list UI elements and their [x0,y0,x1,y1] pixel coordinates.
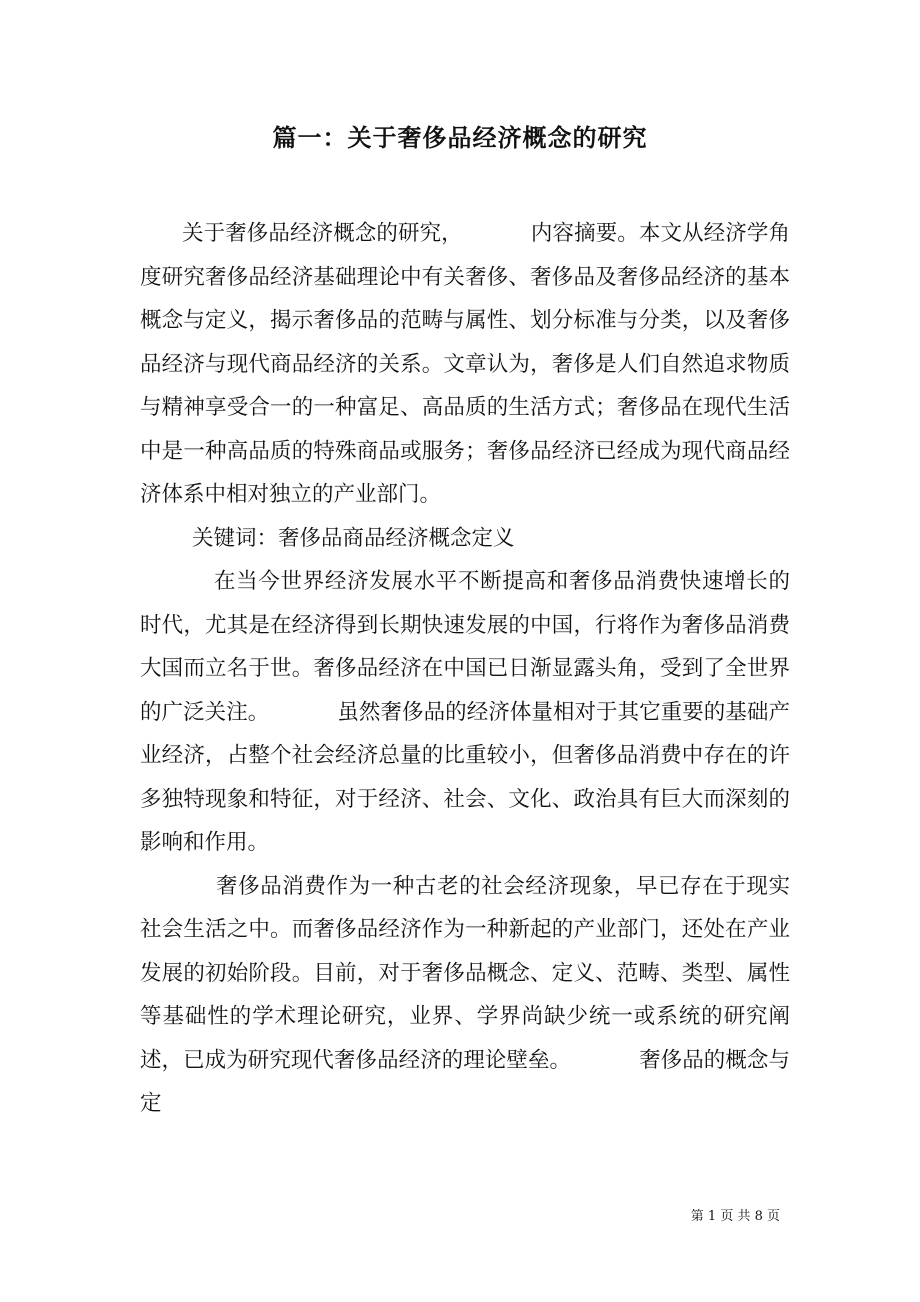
document-body [140,212,790,1126]
paragraph-1-text-a: 在当今世界经济发展水平不断提高和奢侈品消费快速增长的时代，尤其是在经济得到长期快速发展的中国，行将作为奢侈品消费大国而立名于世。奢侈品经济在中国已日渐显露头角，受到了全世界的广泛关注。 [140,569,790,725]
paragraph-1-text-b: 虽然奢侈品的经济体量相对于其它重要的基础产业经济，占整个社会经济总量的比重较小，但奢侈品消费中存在的许多独特现象和特征，对于经济、社会、文化、政治具有巨大而深刻的影响和作用。 [140,699,790,855]
abstract-text: 内容摘要。本文从经济学角度研究奢侈品经济基础理论中有关奢侈、奢侈品及奢侈品经济的基本概念与定义，揭示奢侈品的范畴与属性、划分标准与分类，以及奢侈品经济与现代商品经济的关系。文章认为，奢侈是人们自然追求物质与精神享受合一的一种富足、高品质的生活方式；奢侈品在现代生活中是一种高品质的特殊商品或服务；奢侈品经济已经成为现代商品经济体系中相对独立的产业部门。 [140,221,790,507]
abstract-paragraph [140,212,790,517]
paragraph-2-text-b: 奢侈品的概念与定 [140,1047,790,1116]
body-paragraph-2 [140,865,790,1126]
paragraph-2-text-a: 奢侈品消费作为一种古老的社会经济现象，早已存在于现实社会生活之中。而奢侈品经济作为一种新起的产业部门，还处在产业发展的初始阶段。目前，对于奢侈品概念、定义、范畴、类型、属性等基础性的学术理论研究，业界、学界尚缺少统一或系统的研究阐述，已成为研究现代奢侈品经济的理论壁垒。 [140,873,790,1073]
page-footer: 第 1 页 共 8 页 [690,1209,780,1224]
abstract-heading: 关于奢侈品经济概念的研究， [182,221,463,246]
keywords-text: 关键词：奢侈品商品经济概念定义 [192,525,515,551]
keywords-paragraph [140,517,790,561]
body-paragraph-1 [140,560,790,865]
page-title: 篇一：关于奢侈品经济概念的研究 [272,123,648,152]
